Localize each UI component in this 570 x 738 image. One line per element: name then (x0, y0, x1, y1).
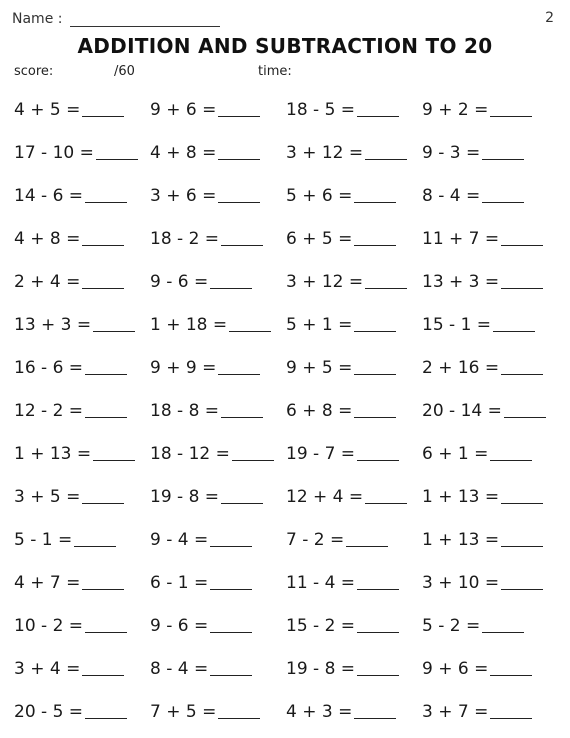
problem-expression: 9 - 6 = (150, 271, 209, 292)
problem-expression: 5 + 1 = (286, 314, 353, 335)
answer-blank[interactable] (357, 618, 399, 633)
problem-expression: 2 + 4 = (14, 271, 81, 292)
problem-expression: 4 + 8 = (14, 228, 81, 249)
math-problem (150, 604, 286, 647)
math-problem (286, 518, 422, 561)
answer-blank[interactable] (354, 704, 396, 719)
math-problem (422, 346, 558, 389)
score-label: score: (14, 64, 54, 79)
answer-blank[interactable] (357, 661, 399, 676)
problem-expression: 9 + 6 = (150, 99, 217, 120)
math-problem (150, 260, 286, 303)
problem-expression: 18 - 8 = (150, 400, 220, 421)
problem-expression: 1 + 13 = (14, 443, 92, 464)
answer-blank[interactable] (482, 618, 524, 633)
answer-blank[interactable] (365, 489, 407, 504)
problem-expression: 7 + 5 = (150, 701, 217, 722)
answer-blank[interactable] (493, 317, 535, 332)
math-problem (14, 690, 150, 733)
problem-expression: 12 - 2 = (14, 400, 84, 421)
problem-expression: 9 - 6 = (150, 615, 209, 636)
problem-expression: 1 + 13 = (422, 486, 500, 507)
math-problem (150, 346, 286, 389)
math-problem (286, 604, 422, 647)
answer-blank[interactable] (357, 102, 399, 117)
math-problem (14, 604, 150, 647)
score-total: /60 (114, 64, 135, 79)
math-problem (150, 303, 286, 346)
problem-expression: 9 + 6 = (422, 658, 489, 679)
math-problem (422, 303, 558, 346)
math-problem (286, 389, 422, 432)
problem-expression: 5 + 6 = (286, 185, 353, 206)
answer-blank[interactable] (85, 360, 127, 375)
problem-expression: 16 - 6 = (14, 357, 84, 378)
math-problem (422, 174, 558, 217)
problem-expression: 10 - 2 = (14, 615, 84, 636)
problem-expression: 20 - 5 = (14, 701, 84, 722)
math-problem (422, 604, 558, 647)
answer-blank[interactable] (354, 403, 396, 418)
math-problem (422, 389, 558, 432)
answer-blank[interactable] (210, 618, 252, 633)
problem-expression: 3 + 12 = (286, 271, 364, 292)
answer-blank[interactable] (82, 575, 124, 590)
math-problem (14, 518, 150, 561)
problem-expression: 9 + 2 = (422, 99, 489, 120)
answer-blank[interactable] (365, 145, 407, 160)
answer-blank[interactable] (501, 231, 543, 246)
math-problem (286, 88, 422, 131)
problem-expression: 6 - 1 = (150, 572, 209, 593)
problem-expression: 11 + 7 = (422, 228, 500, 249)
answer-blank[interactable] (93, 446, 135, 461)
math-problem (14, 647, 150, 690)
problem-expression: 7 - 2 = (286, 529, 345, 550)
time-label: time: (258, 64, 292, 79)
math-problem (286, 561, 422, 604)
answer-blank[interactable] (218, 360, 260, 375)
answer-blank[interactable] (82, 102, 124, 117)
name-field (12, 10, 220, 27)
problem-expression: 11 - 4 = (286, 572, 356, 593)
worksheet-title: ADDITION AND SUBTRACTION TO 20 (77, 34, 493, 58)
answer-blank[interactable] (346, 532, 388, 547)
answer-blank[interactable] (490, 446, 532, 461)
problem-expression: 15 - 2 = (286, 615, 356, 636)
problem-expression: 14 - 6 = (14, 185, 84, 206)
problem-expression: 3 + 7 = (422, 701, 489, 722)
math-problem (422, 432, 558, 475)
math-problem (422, 475, 558, 518)
answer-blank[interactable] (365, 274, 407, 289)
problem-expression: 9 - 3 = (422, 142, 481, 163)
math-problem (422, 518, 558, 561)
answer-blank[interactable] (210, 575, 252, 590)
math-problem (422, 88, 558, 131)
answer-blank[interactable] (490, 661, 532, 676)
answer-blank[interactable] (354, 317, 396, 332)
math-problem (422, 561, 558, 604)
score-time-row (14, 64, 556, 82)
answer-blank[interactable] (93, 317, 135, 332)
answer-blank[interactable] (232, 446, 274, 461)
problem-expression: 3 + 5 = (14, 486, 81, 507)
math-problem (150, 217, 286, 260)
problem-expression: 4 + 3 = (286, 701, 353, 722)
answer-blank[interactable] (218, 102, 260, 117)
math-problem (150, 174, 286, 217)
answer-blank[interactable] (501, 575, 543, 590)
answer-blank[interactable] (96, 145, 138, 160)
answer-blank[interactable] (482, 145, 524, 160)
math-problem (286, 217, 422, 260)
answer-blank[interactable] (218, 188, 260, 203)
answer-blank[interactable] (85, 403, 127, 418)
math-problem (150, 432, 286, 475)
answer-blank[interactable] (210, 274, 252, 289)
answer-blank[interactable] (221, 403, 263, 418)
problem-grid (14, 88, 558, 728)
problem-expression: 17 - 10 = (14, 142, 94, 163)
math-problem (150, 647, 286, 690)
math-problem (14, 260, 150, 303)
answer-blank[interactable] (210, 532, 252, 547)
problem-expression: 5 - 1 = (14, 529, 73, 550)
problem-expression: 4 + 5 = (14, 99, 81, 120)
answer-blank[interactable] (82, 274, 124, 289)
math-problem (150, 131, 286, 174)
answer-blank[interactable] (354, 188, 396, 203)
math-problem (14, 346, 150, 389)
answer-blank[interactable] (501, 489, 543, 504)
answer-blank[interactable] (357, 446, 399, 461)
answer-blank[interactable] (357, 575, 399, 590)
problem-expression: 3 + 12 = (286, 142, 364, 163)
math-problem (14, 389, 150, 432)
answer-blank[interactable] (482, 188, 524, 203)
problem-expression: 6 + 5 = (286, 228, 353, 249)
math-problem (286, 346, 422, 389)
answer-blank[interactable] (501, 274, 543, 289)
problem-expression: 8 - 4 = (422, 185, 481, 206)
math-problem (286, 432, 422, 475)
answer-blank[interactable] (504, 403, 546, 418)
answer-blank[interactable] (82, 661, 124, 676)
math-problem (14, 475, 150, 518)
math-problem (422, 217, 558, 260)
answer-blank[interactable] (229, 317, 271, 332)
answer-blank[interactable] (221, 231, 263, 246)
problem-expression: 15 - 1 = (422, 314, 492, 335)
math-problem (150, 475, 286, 518)
math-problem (286, 260, 422, 303)
math-problem (422, 647, 558, 690)
problem-expression: 9 + 9 = (150, 357, 217, 378)
answer-blank[interactable] (218, 704, 260, 719)
problem-expression: 13 + 3 = (422, 271, 500, 292)
problem-expression: 9 - 4 = (150, 529, 209, 550)
answer-blank[interactable] (74, 532, 116, 547)
problem-expression: 1 + 13 = (422, 529, 500, 550)
problem-expression: 8 - 4 = (150, 658, 209, 679)
problem-expression: 3 + 10 = (422, 572, 500, 593)
math-problem (422, 260, 558, 303)
math-problem (150, 88, 286, 131)
problem-expression: 18 - 12 = (150, 443, 230, 464)
answer-blank[interactable] (490, 704, 532, 719)
problem-expression: 6 + 8 = (286, 400, 353, 421)
math-problem (422, 690, 558, 733)
math-problem (422, 131, 558, 174)
answer-blank[interactable] (82, 231, 124, 246)
problem-expression: 4 + 8 = (150, 142, 217, 163)
answer-blank[interactable] (501, 532, 543, 547)
problem-expression: 19 - 8 = (150, 486, 220, 507)
answer-blank[interactable] (85, 704, 127, 719)
problem-expression: 2 + 16 = (422, 357, 500, 378)
answer-blank[interactable] (354, 360, 396, 375)
answer-blank[interactable] (210, 661, 252, 676)
answer-blank[interactable] (221, 489, 263, 504)
answer-blank[interactable] (85, 188, 127, 203)
name-label: Name : (12, 11, 63, 27)
problem-expression: 18 - 5 = (286, 99, 356, 120)
problem-expression: 4 + 7 = (14, 572, 81, 593)
problem-expression: 3 + 6 = (150, 185, 217, 206)
name-line (70, 10, 220, 27)
problem-expression: 5 - 2 = (422, 615, 481, 636)
math-problem (14, 561, 150, 604)
math-problem (150, 561, 286, 604)
answer-blank[interactable] (354, 231, 396, 246)
math-problem (14, 303, 150, 346)
answer-blank[interactable] (218, 145, 260, 160)
problem-expression: 20 - 14 = (422, 400, 502, 421)
math-problem (14, 217, 150, 260)
answer-blank[interactable] (82, 489, 124, 504)
problem-expression: 13 + 3 = (14, 314, 92, 335)
math-problem (286, 131, 422, 174)
math-problem (286, 303, 422, 346)
math-problem (14, 432, 150, 475)
problem-expression: 19 - 8 = (286, 658, 356, 679)
math-problem (14, 174, 150, 217)
problem-expression: 9 + 5 = (286, 357, 353, 378)
answer-blank[interactable] (501, 360, 543, 375)
math-problem (286, 475, 422, 518)
math-problem (150, 389, 286, 432)
math-problem (150, 690, 286, 733)
math-problem (14, 88, 150, 131)
math-problem (286, 690, 422, 733)
problem-expression: 6 + 1 = (422, 443, 489, 464)
math-problem (150, 518, 286, 561)
math-problem (286, 174, 422, 217)
math-problem (14, 131, 150, 174)
page-number: 2 (545, 10, 554, 26)
math-problem (286, 647, 422, 690)
problem-expression: 19 - 7 = (286, 443, 356, 464)
problem-expression: 3 + 4 = (14, 658, 81, 679)
answer-blank[interactable] (490, 102, 532, 117)
answer-blank[interactable] (85, 618, 127, 633)
problem-expression: 18 - 2 = (150, 228, 220, 249)
problem-expression: 1 + 18 = (150, 314, 228, 335)
problem-expression: 12 + 4 = (286, 486, 364, 507)
